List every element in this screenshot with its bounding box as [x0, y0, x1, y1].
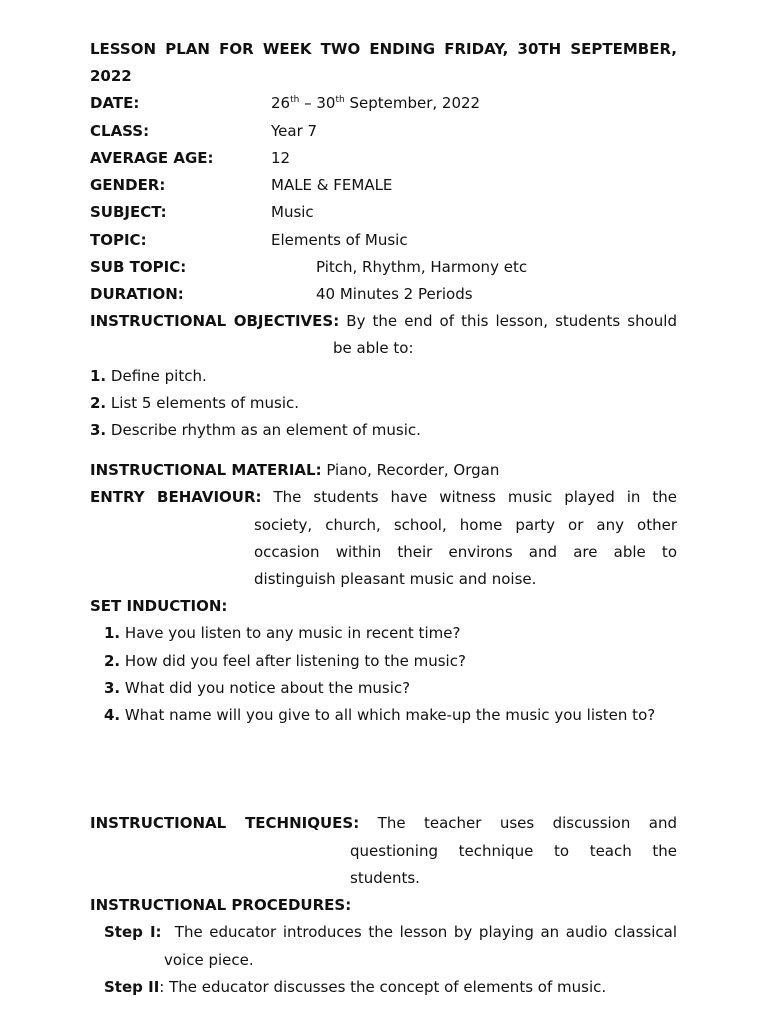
sub-topic-label: SUB TOPIC: [90, 258, 187, 276]
entry-behaviour-line-1: ENTRY BEHAVIOUR: The students have witness music played in the [90, 488, 677, 506]
entry-behaviour-line-3: occasion within their environs and are able to [254, 543, 677, 561]
date-label: DATE: [90, 94, 140, 112]
instructional-material: INSTRUCTIONAL MATERIAL: Piano, Recorder, Organ [90, 461, 500, 479]
induction-question: 1. Have you listen to any music in recent time? [104, 624, 461, 642]
techniques-line-3: students. [350, 869, 420, 887]
induction-question: 2. How did you feel after listening to the music? [104, 652, 466, 670]
duration-label: DURATION: [90, 285, 184, 303]
gender-value: MALE & FEMALE [271, 176, 393, 194]
induction-question: 3. What did you notice about the music? [104, 679, 411, 697]
objective-item: 3. Describe rhythm as an element of music. [90, 421, 421, 439]
date-value: 26th – 30th September, 2022 [271, 94, 481, 112]
sub-topic-value: Pitch, Rhythm, Harmony etc [316, 258, 528, 276]
objective-item: 1. Define pitch. [90, 367, 207, 385]
subject-value: Music [271, 203, 314, 221]
techniques-line-2: questioning technique to teach the [350, 842, 677, 860]
topic-value: Elements of Music [271, 231, 408, 249]
techniques-line-1: INSTRUCTIONAL TECHNIQUES: The teacher uses discussion and [90, 814, 677, 832]
set-induction-heading: SET INDUCTION: [90, 597, 228, 615]
title-line-1: LESSON PLAN FOR WEEK TWO ENDING FRIDAY, 30TH SEPTEMBER, [90, 40, 677, 58]
title-line-2: 2022 [90, 67, 132, 85]
step-1-line-2: voice piece. [164, 951, 254, 969]
average-age-label: AVERAGE AGE: [90, 149, 214, 167]
class-label: CLASS: [90, 122, 150, 140]
procedures-heading: INSTRUCTIONAL PROCEDURES: [90, 896, 352, 914]
step-2-line: Step II: The educator discusses the concept of elements of music. [104, 978, 607, 996]
gender-label: GENDER: [90, 176, 166, 194]
duration-value: 40 Minutes 2 Periods [316, 285, 473, 303]
objectives-line-1: INSTRUCTIONAL OBJECTIVES: By the end of this lesson, students should [90, 312, 677, 330]
entry-behaviour-line-2: society, church, school, home party or any other [254, 516, 677, 534]
step-1-line-1: Step I: The educator introduces the lesson by playing an audio classical [104, 923, 677, 941]
average-age-value: 12 [271, 149, 291, 167]
entry-behaviour-line-4: distinguish pleasant music and noise. [254, 570, 537, 588]
topic-label: TOPIC: [90, 231, 147, 249]
class-value: Year 7 [271, 122, 318, 140]
subject-label: SUBJECT: [90, 203, 167, 221]
objectives-line-2: be able to: [333, 339, 414, 357]
induction-question: 4. What name will you give to all which make-up the music you listen to? [104, 706, 656, 724]
objective-item: 2. List 5 elements of music. [90, 394, 300, 412]
